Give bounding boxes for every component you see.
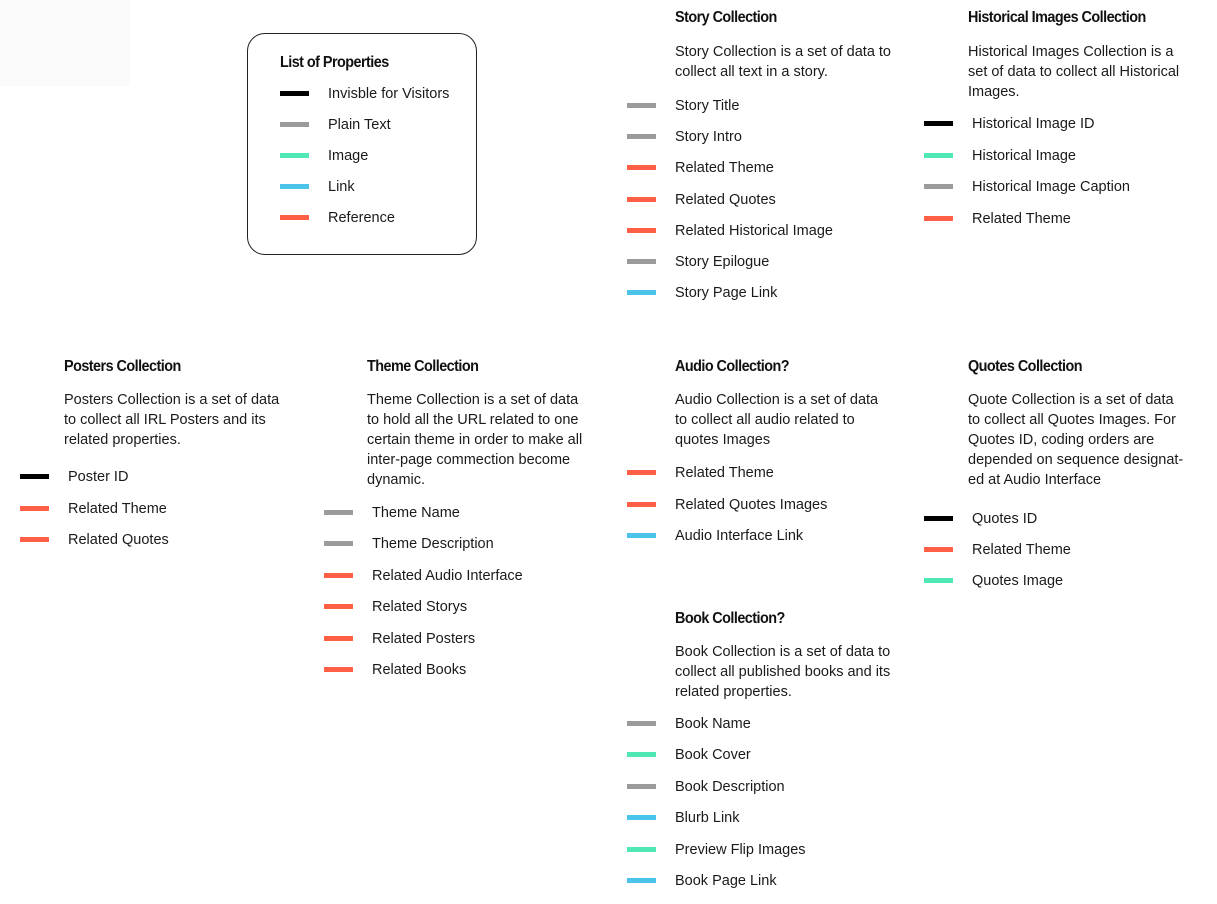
quotes-collection-description: Quote Collection is a set of data to collect all Quotes Images. For Quotes ID, coding orders are depended on sequence designat- ed at Audio Interface	[968, 392, 1184, 488]
book-collection-title: Book Collection?	[675, 610, 785, 627]
historical-images-collection-description: Historical Images Collection is a set of data to collect all Historical Images.	[968, 44, 1180, 100]
theme-collection-title: Theme Collection	[367, 358, 479, 375]
story-collection-description: Story Collection is a set of data to collect all text in a story.	[675, 44, 891, 80]
historical-property-label: Related Theme	[972, 211, 1071, 228]
posters-property-label: Related Quotes	[68, 532, 169, 548]
historical-property-label: Historical Image	[972, 147, 1076, 164]
story-collection-title: Story Collection	[675, 9, 777, 26]
historical-property-label: Historical Image Caption	[972, 179, 1130, 196]
posters-collection-title: Posters Collection	[64, 358, 181, 375]
link-type-swatch	[627, 878, 656, 883]
reference-type-swatch	[924, 216, 953, 221]
theme-property-label: Related Audio Interface	[372, 567, 523, 584]
legend-property-label: Invisble for Visitors	[328, 86, 450, 102]
reference-type-swatch	[627, 502, 656, 507]
historical-property-label: Historical Image ID	[972, 116, 1095, 132]
plain-type-swatch	[627, 784, 656, 789]
story-property-label: Related Theme	[675, 160, 774, 177]
theme-property-label: Theme Name	[372, 505, 460, 521]
reference-type-swatch	[280, 215, 309, 220]
audio-collection-description: Audio Collection is a set of data to collect all audio related to quotes Images	[675, 392, 879, 448]
reference-type-swatch	[324, 604, 353, 609]
book-property-label: Book Description	[675, 778, 785, 795]
image-type-swatch	[924, 153, 953, 158]
quotes-collection-title: Quotes Collection	[968, 358, 1083, 375]
theme-property-label: Related Storys	[372, 599, 468, 616]
theme-property-label: Related Posters	[372, 630, 476, 647]
legend-property-label: Reference	[328, 210, 395, 226]
story-property-label: Related Historical Image	[675, 222, 833, 239]
book-property-label: Preview Flip Images	[675, 841, 806, 858]
invisible-type-swatch	[280, 91, 309, 96]
reference-type-swatch	[627, 197, 656, 202]
legend-property-label: Link	[328, 179, 355, 195]
link-type-swatch	[627, 815, 656, 820]
reference-type-swatch	[627, 470, 656, 475]
image-type-swatch	[627, 752, 656, 757]
image-type-swatch	[280, 153, 309, 158]
theme-collection-description: Theme Collection is a set of data to hold all the URL related to one certain theme in order to make all inter-page commection become dynamic.	[367, 392, 583, 488]
book-property-label: Book Name	[675, 716, 751, 732]
plain-type-swatch	[627, 721, 656, 726]
book-collection-description: Book Collection is a set of data to collect all published books and its related properties.	[675, 644, 891, 700]
invisible-type-swatch	[20, 474, 49, 479]
quotes-property-label: Quotes Image	[972, 573, 1064, 589]
reference-type-swatch	[324, 636, 353, 641]
book-property-label: Blurb Link	[675, 810, 740, 827]
reference-type-swatch	[20, 506, 49, 511]
audio-property-label: Related Theme	[675, 465, 774, 481]
reference-type-swatch	[324, 667, 353, 672]
book-property-label: Book Page Link	[675, 873, 777, 889]
posters-property-label: Poster ID	[68, 469, 129, 485]
quotes-property-label: Quotes ID	[972, 511, 1038, 527]
reference-type-swatch	[924, 547, 953, 552]
legend-title: List of Properties	[280, 54, 389, 71]
link-type-swatch	[280, 184, 309, 189]
historical-images-collection-title: Historical Images Collection	[968, 9, 1146, 26]
link-type-swatch	[627, 533, 656, 538]
plain-type-swatch	[627, 259, 656, 264]
story-property-label: Related Quotes	[675, 191, 776, 208]
quotes-property-label: Related Theme	[972, 542, 1071, 558]
plain-type-swatch	[924, 184, 953, 189]
reference-type-swatch	[627, 165, 656, 170]
plain-type-swatch	[324, 541, 353, 546]
legend-property-label: Plain Text	[328, 117, 391, 133]
theme-property-label: Theme Description	[372, 536, 494, 553]
book-property-label: Book Cover	[675, 747, 751, 764]
theme-property-label: Related Books	[372, 662, 467, 678]
legend-property-label: Image	[328, 148, 369, 164]
reference-type-swatch	[20, 537, 49, 542]
story-property-label: Story Title	[675, 98, 740, 114]
reference-type-swatch	[627, 228, 656, 233]
invisible-type-swatch	[924, 516, 953, 521]
story-property-label: Story Page Link	[675, 285, 778, 302]
posters-property-label: Related Theme	[68, 500, 167, 517]
story-property-label: Story Epilogue	[675, 254, 770, 270]
image-type-swatch	[924, 578, 953, 583]
corner-block	[0, 0, 130, 86]
plain-type-swatch	[324, 510, 353, 515]
image-type-swatch	[627, 847, 656, 852]
link-type-swatch	[627, 290, 656, 295]
story-property-label: Story Intro	[675, 129, 742, 146]
plain-type-swatch	[280, 122, 309, 127]
reference-type-swatch	[324, 573, 353, 578]
plain-type-swatch	[627, 103, 656, 108]
plain-type-swatch	[627, 134, 656, 139]
invisible-type-swatch	[924, 121, 953, 126]
posters-collection-description: Posters Collection is a set of data to collect all IRL Posters and its related properties.	[64, 392, 280, 448]
audio-collection-title: Audio Collection?	[675, 358, 790, 375]
audio-property-label: Related Quotes Images	[675, 496, 828, 513]
audio-property-label: Audio Interface Link	[675, 528, 804, 544]
